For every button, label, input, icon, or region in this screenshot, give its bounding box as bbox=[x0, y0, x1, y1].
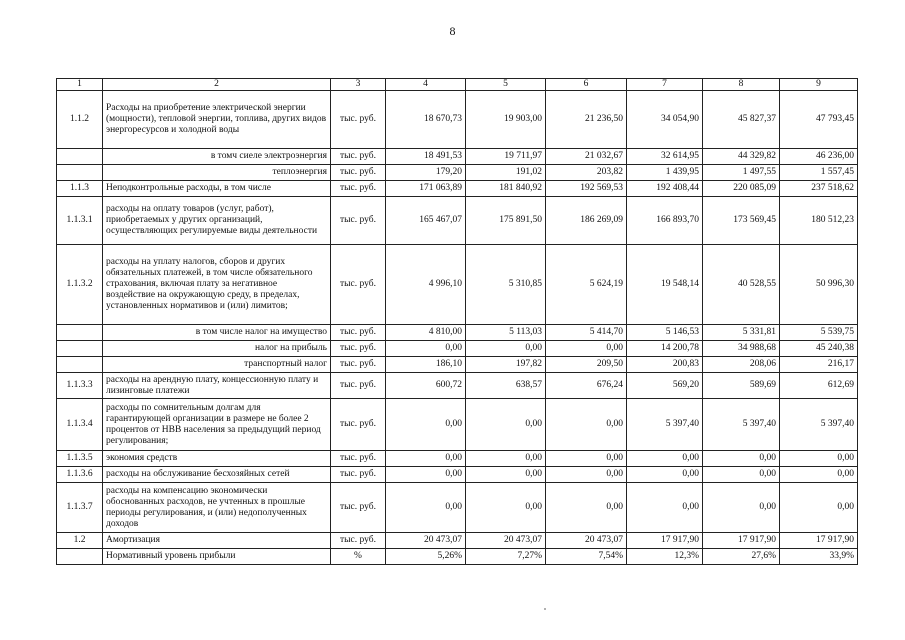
row-code: 1.1.3.5 bbox=[57, 451, 103, 467]
row-unit: тыс. руб. bbox=[331, 91, 386, 149]
row-unit: тыс. руб. bbox=[331, 181, 386, 197]
row-code bbox=[57, 549, 103, 565]
row-name: расходы на уплату налогов, сборов и других обязательных платежей, в том числе обязательного страхования, включая плату за негативное воздействие на окружающую среду, в пределах, установленных нормативов и (или) лимитов; bbox=[103, 245, 331, 325]
row-code bbox=[57, 341, 103, 357]
value-cell: 21 236,50 bbox=[546, 91, 627, 149]
value-cell: 18 491,53 bbox=[386, 149, 466, 165]
value-cell: 0,00 bbox=[386, 483, 466, 533]
table-row bbox=[57, 467, 858, 483]
value-cell: 0,00 bbox=[703, 451, 780, 467]
row-code: 1.1.3.3 bbox=[57, 373, 103, 399]
row-code: 1.1.3 bbox=[57, 181, 103, 197]
value-cell: 166 893,70 bbox=[627, 197, 703, 245]
row-code bbox=[57, 357, 103, 373]
value-cell: 5 146,53 bbox=[627, 325, 703, 341]
value-cell: 569,20 bbox=[627, 373, 703, 399]
value-cell: 4 996,10 bbox=[386, 245, 466, 325]
header-cell: 8 bbox=[703, 79, 780, 91]
value-cell: 209,50 bbox=[546, 357, 627, 373]
value-cell: 1 557,45 bbox=[780, 165, 858, 181]
header-cell: 6 bbox=[546, 79, 627, 91]
value-cell: 181 840,92 bbox=[466, 181, 546, 197]
value-cell: 17 917,90 bbox=[703, 533, 780, 549]
table-row bbox=[57, 325, 858, 341]
value-cell: 191,02 bbox=[466, 165, 546, 181]
value-cell: 5 331,81 bbox=[703, 325, 780, 341]
value-cell: 237 518,62 bbox=[780, 181, 858, 197]
value-cell: 5 310,85 bbox=[466, 245, 546, 325]
value-cell: 5 539,75 bbox=[780, 325, 858, 341]
value-cell: 0,00 bbox=[546, 483, 627, 533]
value-cell: 0,00 bbox=[546, 399, 627, 451]
table-row bbox=[57, 451, 858, 467]
value-cell: 612,69 bbox=[780, 373, 858, 399]
value-cell: 197,82 bbox=[466, 357, 546, 373]
header-cell: 1 bbox=[57, 79, 103, 91]
value-cell: 0,00 bbox=[627, 451, 703, 467]
row-name: расходы на оплату товаров (услуг, работ), приобретаемых у других организаций, осуществляющих регулируемые виды деятельности bbox=[103, 197, 331, 245]
value-cell: 0,00 bbox=[466, 483, 546, 533]
value-cell: 1 497,55 bbox=[703, 165, 780, 181]
row-name: теплоэнергия bbox=[103, 165, 331, 181]
header-row bbox=[57, 79, 858, 91]
value-cell: 676,24 bbox=[546, 373, 627, 399]
row-code: 1.1.3.2 bbox=[57, 245, 103, 325]
row-unit: тыс. руб. bbox=[331, 325, 386, 341]
value-cell: 179,20 bbox=[386, 165, 466, 181]
value-cell: 0,00 bbox=[703, 467, 780, 483]
row-code: 1.1.3.4 bbox=[57, 399, 103, 451]
table-row bbox=[57, 533, 858, 549]
row-name: Амортизация bbox=[103, 533, 331, 549]
header-cell: 9 bbox=[780, 79, 858, 91]
value-cell: 45 827,37 bbox=[703, 91, 780, 149]
value-cell: 0,00 bbox=[780, 483, 858, 533]
value-cell: 20 473,07 bbox=[386, 533, 466, 549]
header-cell: 7 bbox=[627, 79, 703, 91]
row-unit: тыс. руб. bbox=[331, 149, 386, 165]
scan-speck bbox=[544, 608, 546, 610]
table-row bbox=[57, 181, 858, 197]
value-cell: 1 439,95 bbox=[627, 165, 703, 181]
value-cell: 7,54% bbox=[546, 549, 627, 565]
row-unit: тыс. руб. bbox=[331, 245, 386, 325]
header-cell: 3 bbox=[331, 79, 386, 91]
page-number: 8 bbox=[449, 24, 456, 38]
row-code: 1.2 bbox=[57, 533, 103, 549]
row-name: Нормативный уровень прибыли bbox=[103, 549, 331, 565]
value-cell: 34 054,90 bbox=[627, 91, 703, 149]
row-name: Расходы на приобретение электрической энергии (мощности), тепловой энергии, топлива, других видов энергоресурсов и холодной воды bbox=[103, 91, 331, 149]
value-cell: 17 917,90 bbox=[627, 533, 703, 549]
value-cell: 4 810,00 bbox=[386, 325, 466, 341]
table-row bbox=[57, 549, 858, 565]
value-cell: 171 063,89 bbox=[386, 181, 466, 197]
value-cell: 0,00 bbox=[386, 341, 466, 357]
row-unit: тыс. руб. bbox=[331, 483, 386, 533]
value-cell: 0,00 bbox=[386, 467, 466, 483]
row-unit: тыс. руб. bbox=[331, 451, 386, 467]
row-name: экономия средств bbox=[103, 451, 331, 467]
value-cell: 40 528,55 bbox=[703, 245, 780, 325]
value-cell: 0,00 bbox=[386, 451, 466, 467]
value-cell: 186,10 bbox=[386, 357, 466, 373]
value-cell: 21 032,67 bbox=[546, 149, 627, 165]
header-cell: 2 bbox=[103, 79, 331, 91]
value-cell: 33,9% bbox=[780, 549, 858, 565]
row-unit: % bbox=[331, 549, 386, 565]
value-cell: 0,00 bbox=[466, 467, 546, 483]
value-cell: 0,00 bbox=[780, 467, 858, 483]
row-unit: тыс. руб. bbox=[331, 197, 386, 245]
value-cell: 638,57 bbox=[466, 373, 546, 399]
value-cell: 5 113,03 bbox=[466, 325, 546, 341]
value-cell: 34 988,68 bbox=[703, 341, 780, 357]
value-cell: 18 670,73 bbox=[386, 91, 466, 149]
row-unit: тыс. руб. bbox=[331, 467, 386, 483]
table-row bbox=[57, 483, 858, 533]
header-cell: 4 bbox=[386, 79, 466, 91]
value-cell: 5 397,40 bbox=[627, 399, 703, 451]
value-cell: 0,00 bbox=[466, 451, 546, 467]
table-row bbox=[57, 245, 858, 325]
row-code bbox=[57, 325, 103, 341]
table-row bbox=[57, 197, 858, 245]
table-row bbox=[57, 399, 858, 451]
value-cell: 173 569,45 bbox=[703, 197, 780, 245]
row-name: расходы на арендную плату, концессионную плату и лизинговые платежи bbox=[103, 373, 331, 399]
value-cell: 19 548,14 bbox=[627, 245, 703, 325]
table-row bbox=[57, 165, 858, 181]
value-cell: 180 512,23 bbox=[780, 197, 858, 245]
row-unit: тыс. руб. bbox=[331, 373, 386, 399]
header-cell: 5 bbox=[466, 79, 546, 91]
value-cell: 27,6% bbox=[703, 549, 780, 565]
cost-table bbox=[56, 78, 858, 565]
value-cell: 50 996,30 bbox=[780, 245, 858, 325]
value-cell: 203,82 bbox=[546, 165, 627, 181]
row-name: транспортный налог bbox=[103, 357, 331, 373]
row-unit: тыс. руб. bbox=[331, 165, 386, 181]
row-code bbox=[57, 165, 103, 181]
value-cell: 45 240,38 bbox=[780, 341, 858, 357]
table-row bbox=[57, 341, 858, 357]
row-unit: тыс. руб. bbox=[331, 533, 386, 549]
value-cell: 5,26% bbox=[386, 549, 466, 565]
value-cell: 47 793,45 bbox=[780, 91, 858, 149]
value-cell: 216,17 bbox=[780, 357, 858, 373]
value-cell: 0,00 bbox=[466, 399, 546, 451]
row-code: 1.1.3.6 bbox=[57, 467, 103, 483]
value-cell: 20 473,07 bbox=[546, 533, 627, 549]
table-row bbox=[57, 149, 858, 165]
value-cell: 0,00 bbox=[780, 451, 858, 467]
row-name: расходы по сомнительным долгам для гарантирующей организации в размере не более 2 процентов от НВВ населения за предыдущий период регулирования; bbox=[103, 399, 331, 451]
value-cell: 0,00 bbox=[466, 341, 546, 357]
value-cell: 32 614,95 bbox=[627, 149, 703, 165]
row-code: 1.1.2 bbox=[57, 91, 103, 149]
value-cell: 46 236,00 bbox=[780, 149, 858, 165]
value-cell: 0,00 bbox=[703, 483, 780, 533]
row-name: Неподконтрольные расходы, в том числе bbox=[103, 181, 331, 197]
row-unit: тыс. руб. bbox=[331, 341, 386, 357]
value-cell: 14 200,78 bbox=[627, 341, 703, 357]
value-cell: 0,00 bbox=[386, 399, 466, 451]
value-cell: 5 414,70 bbox=[546, 325, 627, 341]
value-cell: 5 624,19 bbox=[546, 245, 627, 325]
value-cell: 19 903,00 bbox=[466, 91, 546, 149]
value-cell: 186 269,09 bbox=[546, 197, 627, 245]
value-cell: 44 329,82 bbox=[703, 149, 780, 165]
value-cell: 0,00 bbox=[546, 341, 627, 357]
value-cell: 19 711,97 bbox=[466, 149, 546, 165]
row-unit: тыс. руб. bbox=[331, 399, 386, 451]
value-cell: 12,3% bbox=[627, 549, 703, 565]
table-row bbox=[57, 357, 858, 373]
value-cell: 0,00 bbox=[546, 451, 627, 467]
row-unit: тыс. руб. bbox=[331, 357, 386, 373]
value-cell: 20 473,07 bbox=[466, 533, 546, 549]
value-cell: 165 467,07 bbox=[386, 197, 466, 245]
value-cell: 208,06 bbox=[703, 357, 780, 373]
value-cell: 0,00 bbox=[546, 467, 627, 483]
row-code: 1.1.3.7 bbox=[57, 483, 103, 533]
value-cell: 17 917,90 bbox=[780, 533, 858, 549]
value-cell: 200,83 bbox=[627, 357, 703, 373]
row-code bbox=[57, 149, 103, 165]
value-cell: 0,00 bbox=[627, 483, 703, 533]
value-cell: 7,27% bbox=[466, 549, 546, 565]
value-cell: 0,00 bbox=[627, 467, 703, 483]
value-cell: 600,72 bbox=[386, 373, 466, 399]
table-row bbox=[57, 91, 858, 149]
row-code: 1.1.3.1 bbox=[57, 197, 103, 245]
value-cell: 5 397,40 bbox=[780, 399, 858, 451]
row-name: расходы на компенсацию экономически обоснованных расходов, не учтенных в прошлые периоды регулирования, и (или) недополученных доходов bbox=[103, 483, 331, 533]
row-name: в том числе налог на имущество bbox=[103, 325, 331, 341]
value-cell: 192 408,44 bbox=[627, 181, 703, 197]
row-name: в томч сиеле электроэнергия bbox=[103, 149, 331, 165]
value-cell: 192 569,53 bbox=[546, 181, 627, 197]
value-cell: 175 891,50 bbox=[466, 197, 546, 245]
row-name: налог на прибыль bbox=[103, 341, 331, 357]
value-cell: 220 085,09 bbox=[703, 181, 780, 197]
row-name: расходы на обслуживание бесхозяйных сетей bbox=[103, 467, 331, 483]
table-row bbox=[57, 373, 858, 399]
value-cell: 589,69 bbox=[703, 373, 780, 399]
value-cell: 5 397,40 bbox=[703, 399, 780, 451]
